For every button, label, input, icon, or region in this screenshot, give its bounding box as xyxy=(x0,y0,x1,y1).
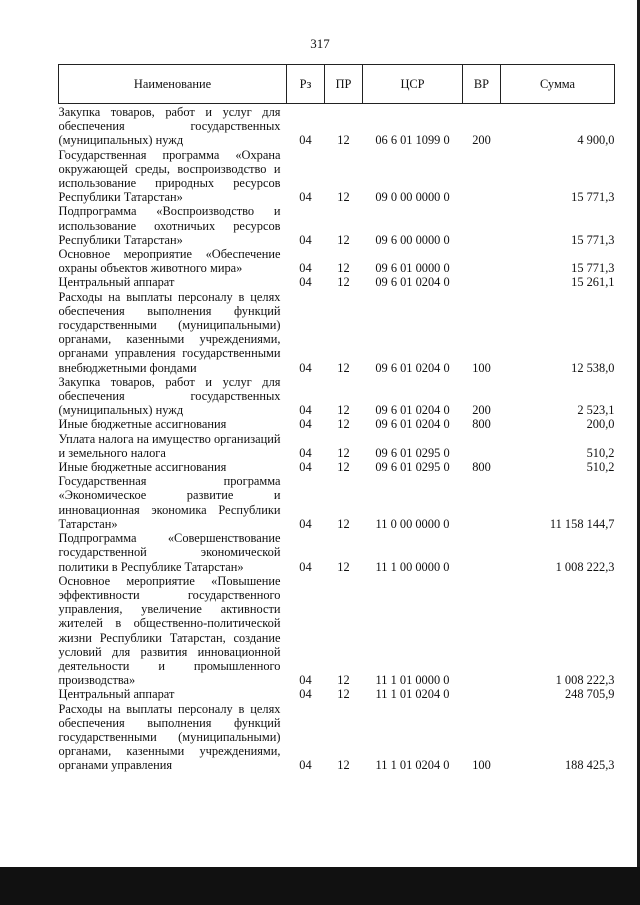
row-rz: 04 xyxy=(299,758,312,773)
row-sum: 1 008 222,3 xyxy=(555,559,615,574)
table-row xyxy=(59,375,615,418)
row-name: Закупка товаров, работ и услуг для обеспечения государственных (муниципальных) нужд xyxy=(58,374,281,418)
budget-table xyxy=(58,64,615,773)
page-number: 317 xyxy=(310,36,330,51)
row-vr: 100 xyxy=(472,360,491,375)
row-pr: 12 xyxy=(337,360,350,375)
row-pr: 12 xyxy=(337,190,350,205)
row-pr: 12 xyxy=(337,261,350,276)
row-sum: 4 900,0 xyxy=(577,133,615,148)
row-name: Иные бюджетные ассигнования xyxy=(58,460,227,475)
row-name: Иные бюджетные ассигнования xyxy=(58,417,227,432)
row-pr: 12 xyxy=(337,232,350,247)
row-csr: 11 1 00 0000 0 xyxy=(375,559,450,574)
row-vr xyxy=(463,474,501,531)
row-name: Центральный аппарат xyxy=(58,687,175,702)
row-rz: 04 xyxy=(299,516,312,531)
row-pr: 12 xyxy=(337,445,350,460)
row-csr: 06 6 01 1099 0 xyxy=(375,133,450,148)
row-name: Основное мероприятие «Повышение эффективности государственного управления, увеличение активности жителей в общественно-политической жизни Республики Татарстан, создание условий для развития инновационной деятельности и промышленного производства» xyxy=(58,573,281,688)
table-row xyxy=(59,104,615,148)
row-sum: 510,2 xyxy=(586,460,615,475)
row-rz: 04 xyxy=(299,460,312,475)
row-rz: 04 xyxy=(299,190,312,205)
header-sum: Сумма xyxy=(501,65,615,104)
header-name: Наименование xyxy=(59,65,287,104)
row-vr: 800 xyxy=(472,417,491,432)
table-row xyxy=(59,702,615,773)
row-sum: 15 771,3 xyxy=(571,261,615,276)
row-name: Государственная программа «Экономическое развитие и инновационная экономика Республики Татарстан» xyxy=(58,474,281,531)
row-sum: 11 158 144,7 xyxy=(549,516,615,531)
row-vr xyxy=(463,574,501,688)
row-name: Уплата налога на имущество организаций и земельного налога xyxy=(58,431,281,460)
row-vr: 800 xyxy=(472,460,491,475)
header-vr: ВР xyxy=(463,65,501,104)
row-name: Подпрограмма «Совершенствование государственной экономической политики в Республике Татарстан» xyxy=(58,531,281,574)
header-csr: ЦСР xyxy=(363,65,463,104)
row-csr: 09 6 00 0000 0 xyxy=(375,232,450,247)
row-sum: 15 261,1 xyxy=(571,275,615,290)
row-vr xyxy=(463,687,501,701)
row-name: Центральный аппарат xyxy=(58,275,175,290)
row-name: Расходы на выплаты персоналу в целях обеспечения выполнения функций государственными (муниципальными) органами, казенными учреждениями, органами управления государственными внебюджетными фондами xyxy=(58,289,281,375)
row-rz: 04 xyxy=(299,687,312,702)
row-vr: 100 xyxy=(472,758,491,773)
row-name: Закупка товаров, работ и услуг для обеспечения государственных (муниципальных) нужд xyxy=(58,105,281,148)
row-vr xyxy=(463,204,501,247)
row-csr: 11 0 00 0000 0 xyxy=(375,516,450,531)
row-sum: 15 771,3 xyxy=(571,190,615,205)
row-rz: 04 xyxy=(299,445,312,460)
row-csr: 09 6 01 0204 0 xyxy=(375,275,450,290)
table-row xyxy=(59,474,615,531)
row-sum: 15 771,3 xyxy=(571,232,615,247)
row-rz: 04 xyxy=(299,673,312,688)
row-csr: 09 6 01 0204 0 xyxy=(375,403,450,418)
row-pr: 12 xyxy=(337,275,350,290)
row-vr xyxy=(463,432,501,460)
row-pr: 12 xyxy=(337,403,350,418)
header-pr: ПР xyxy=(325,65,363,104)
row-vr: 200 xyxy=(472,403,491,418)
row-csr: 11 1 01 0204 0 xyxy=(375,758,450,773)
row-pr: 12 xyxy=(337,559,350,574)
row-name: Подпрограмма «Воспроизводство и использование охотничьих ресурсов Республики Татарстан» xyxy=(58,204,281,247)
row-pr: 12 xyxy=(337,417,350,432)
row-pr: 12 xyxy=(337,516,350,531)
row-rz: 04 xyxy=(299,232,312,247)
row-pr: 12 xyxy=(337,758,350,773)
row-vr xyxy=(463,275,501,289)
row-rz: 04 xyxy=(299,275,312,290)
table-row xyxy=(59,574,615,688)
row-csr: 11 1 01 0000 0 xyxy=(375,673,450,688)
row-pr: 12 xyxy=(337,687,350,702)
row-name: Государственная программа «Охрана окружающей среды, воспроизводство и использование природных ресурсов Республики Татарстан» xyxy=(58,147,281,205)
table-row xyxy=(59,247,615,275)
row-vr xyxy=(463,247,501,275)
row-sum: 1 008 222,3 xyxy=(555,673,615,688)
table-row xyxy=(59,417,615,431)
table-header-row xyxy=(59,65,615,104)
row-name: Расходы на выплаты персоналу в целях обеспечения выполнения функций государственными (муниципальными) органами, казенными учреждениями, органами управления xyxy=(58,701,281,773)
table-row xyxy=(59,460,615,474)
row-pr: 12 xyxy=(337,460,350,475)
table-row xyxy=(59,687,615,701)
row-rz: 04 xyxy=(299,417,312,432)
row-sum: 200,0 xyxy=(586,417,615,432)
row-sum: 12 538,0 xyxy=(571,360,615,375)
row-csr: 09 0 00 0000 0 xyxy=(375,190,450,205)
row-vr xyxy=(463,148,501,205)
row-pr: 12 xyxy=(337,133,350,148)
table-row xyxy=(59,148,615,205)
row-rz: 04 xyxy=(299,403,312,418)
row-sum: 248 705,9 xyxy=(564,687,615,702)
row-sum: 188 425,3 xyxy=(564,758,615,773)
row-vr xyxy=(463,531,501,574)
row-sum: 510,2 xyxy=(586,445,615,460)
scan-bottom-band xyxy=(0,867,640,905)
row-csr: 09 6 01 0295 0 xyxy=(375,460,450,475)
row-csr: 09 6 01 0204 0 xyxy=(375,360,450,375)
row-sum: 2 523,1 xyxy=(577,403,615,418)
table-row xyxy=(59,531,615,574)
table-row xyxy=(59,290,615,375)
row-rz: 04 xyxy=(299,133,312,148)
row-csr: 11 1 01 0204 0 xyxy=(375,687,450,702)
table-row xyxy=(59,432,615,460)
header-rz: Рз xyxy=(287,65,325,104)
row-name: Основное мероприятие «Обеспечение охраны объектов животного мира» xyxy=(58,247,281,276)
row-pr: 12 xyxy=(337,673,350,688)
row-rz: 04 xyxy=(299,261,312,276)
row-rz: 04 xyxy=(299,360,312,375)
table-row xyxy=(59,275,615,289)
row-rz: 04 xyxy=(299,559,312,574)
row-vr: 200 xyxy=(472,133,491,148)
table-row xyxy=(59,204,615,247)
row-csr: 09 6 01 0295 0 xyxy=(375,445,450,460)
row-csr: 09 6 01 0000 0 xyxy=(375,261,450,276)
row-csr: 09 6 01 0204 0 xyxy=(375,417,450,432)
